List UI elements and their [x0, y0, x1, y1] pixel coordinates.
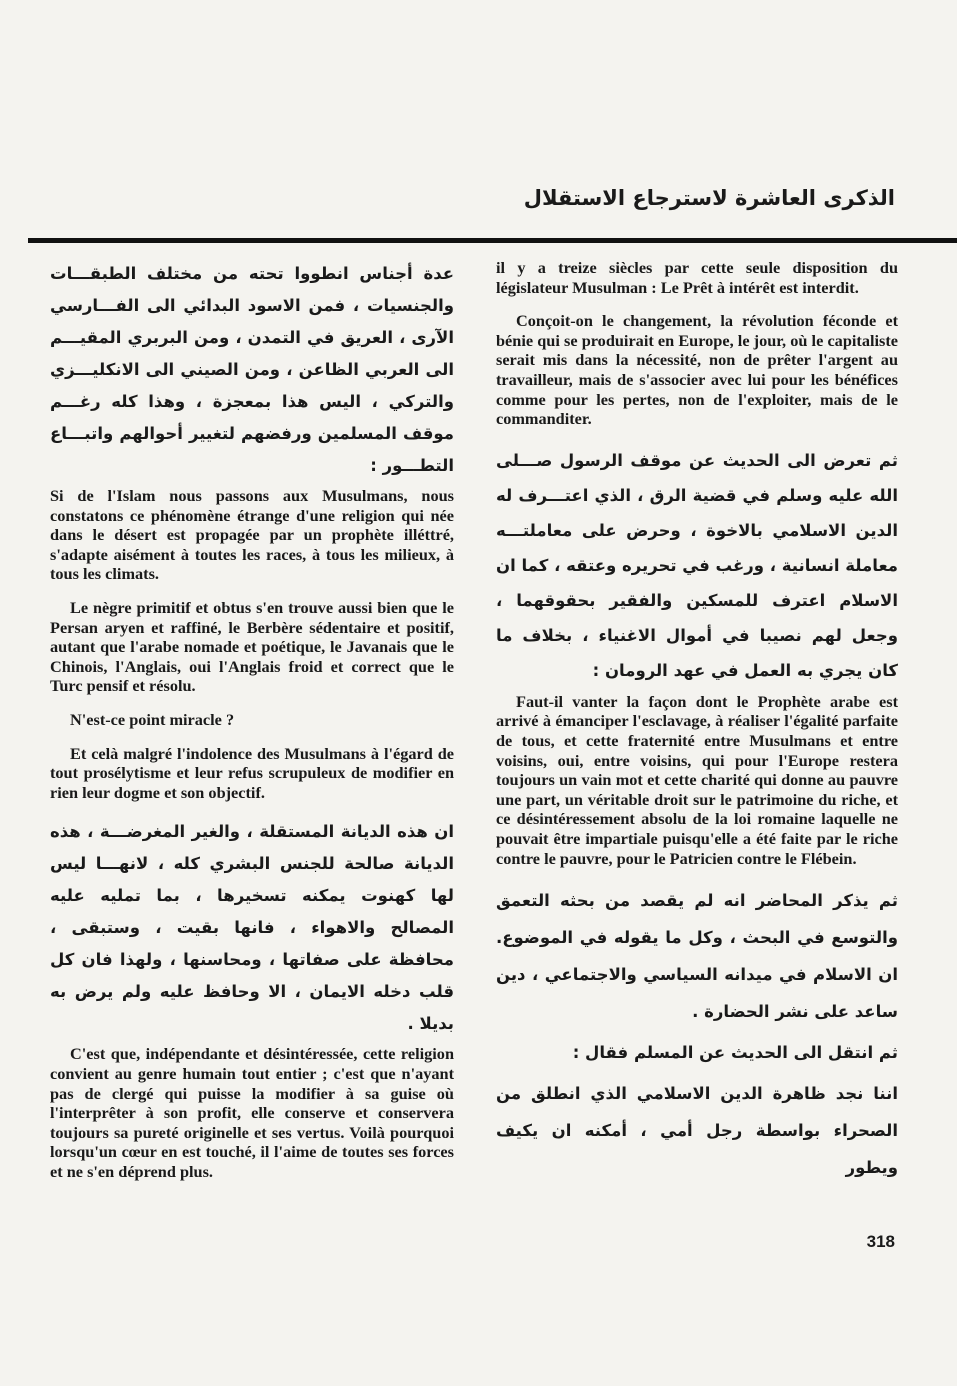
french-paragraph: Conçoit-on le changement, la révolution féconde et bénie qui se produirait en Europe, le jour, où le capitaliste serait mis dans la nécessité, non de prêter l'argent au travailleur, mais de s'associer avec lui pour les bénéfices comme pour les pertes, non de l'exploiter, mais de le commanditer.: [496, 311, 898, 429]
french-paragraph: N'est-ce point miracle ?: [70, 709, 235, 729]
running-header: الذكرى العاشرة لاسترجاع الاستقلال: [523, 186, 895, 210]
arabic-paragraph: عدة أجناس انطووا تحته من مختلف الطبقـــات والجنسيات ، فمن الاسود البدائي الى الفـــارسي الآرى ، العريق في التمدن ، ومن البربري المقيـــم الى العربي الظاعن ، ومن الصيني الى الانكليـــزي والتركي ، اليس هذا بمعجزة ، وهذا كله رغـــم موقف المسلمين ورفضهم لتغيير أحوالهم واتبـــاع التطـــور :: [50, 264, 454, 475]
arabic-paragraph: ان هذه الديانة المستقلة ، والغير المغرضـــة ، هذه الديانة صالحة للجنس البشري كله ، لانهـــا ليس لها كهنوت يمكنه تسخيرها ، بما تمليه عليه المصالح والاهواء ، فانها بقيت ، وستبقى ، محافظة على صفاتها ، ومحاسنها ، ولهذا فان كل قلب دخله الايمان ، الا وحافظ عليه ولم يرض به بديلا .: [50, 822, 454, 1034]
page-number: 318: [866, 1232, 895, 1251]
left-column: [50, 258, 454, 1195]
arabic-paragraph: ثم يذكر المحاضر انه لم يقصد من بحثه التعمق والتوسع في البحث ، وكل ما يقوله في الموضوع. ان الاسلام في ميدانه السياسي والاجتماعي ، دين ساعد على نشر الحضارة .: [496, 891, 898, 1022]
french-paragraph: Si de l'Islam nous passons aux Musulmans, nous constatons ce phénomène étrange d'une religion qui née dans le désert est propagée par un prophète illéttré, s'adapte aisément à toutes les races, à tous les milieux, à tous les climats.: [50, 486, 454, 584]
arabic-paragraph: اننا نجد ظاهرة الدين الاسلامي الذي انطلق من الصحراء بواسطة رجل أمي ، أمكنه ان يكيف ويطور: [496, 1084, 898, 1178]
french-paragraph: Le nègre primitif et obtus s'en trouve aussi bien que le Persan aryen et raffiné, le Berbère sédentaire et positif, autant que l'arabe nomade et poétique, le Javanais que le Chinois, l'Anglais, oui l'Anglais froid et correct que le Turc pensif et résolu.: [50, 597, 454, 696]
right-column: [496, 258, 898, 1190]
arabic-paragraph: ثم انتقل الى الحديث عن المسلم فقال :: [572, 1043, 898, 1063]
arabic-paragraph: ثم تعرض الى الحديث عن موقف الرسول صـــلى الله عليه وسلم في قضية الرق ، الذي اعتـــرف له الدين الاسلامي بالاخوة ، وحرض على معاملتـــه معاملة انسانية ، ورغب في تحريره وعتقه ، كما ان الاسلام اعترف للمسكين والفقير بحقوقهما ، وجعل لهم نصيبا في أموال الاغنياء ، بخلاف ما كان يجري به العمل في عهد الرومان :: [496, 450, 898, 680]
french-paragraph: Faut-il vanter la façon dont le Prophète arabe est arrivé à émanciper l'esclavage, à réaliser l'égalité parfaite de tous, et cette fraternité entre Musulmans et entre voisins, oui, entre voisins, qui pour l'Europe restera toujours un vain mot et cette charité qui donne au pauvre une part, un véritable droit sur le patrimoine du riche, et ce désintéressement absolu de la loi romaine laquelle ne pouvait être impartiale puisqu'elle a été faite par le riche contre le pauvre, pour le Patricien contre le Flébein.: [496, 691, 898, 868]
french-paragraph: Et celà malgré l'indolence des Musulmans à l'égard de tout prosélytisme et leur refus scrupuleux de modifier en rien leur dogme et son objectif.: [50, 743, 454, 802]
french-paragraph: il y a treize siècles par cette seule disposition du législateur Musulman : Le Prêt à intérêt est interdit.: [496, 258, 898, 297]
header-rule: [28, 238, 957, 243]
french-paragraph: C'est que, indépendante et désintéressée, cette religion convient au genre humain tout entier ; c'est que n'ayant pas de clergé qui puisse la modifier à sa guise où l'interprêter à son profit, elle conserve et conservera toujours sa pureté originelle et ses vertus. Voilà pourquoi lorsqu'un cœur en est touché, il l'aime de toutes ses forces et ne s'en déprend plus.: [50, 1044, 454, 1181]
